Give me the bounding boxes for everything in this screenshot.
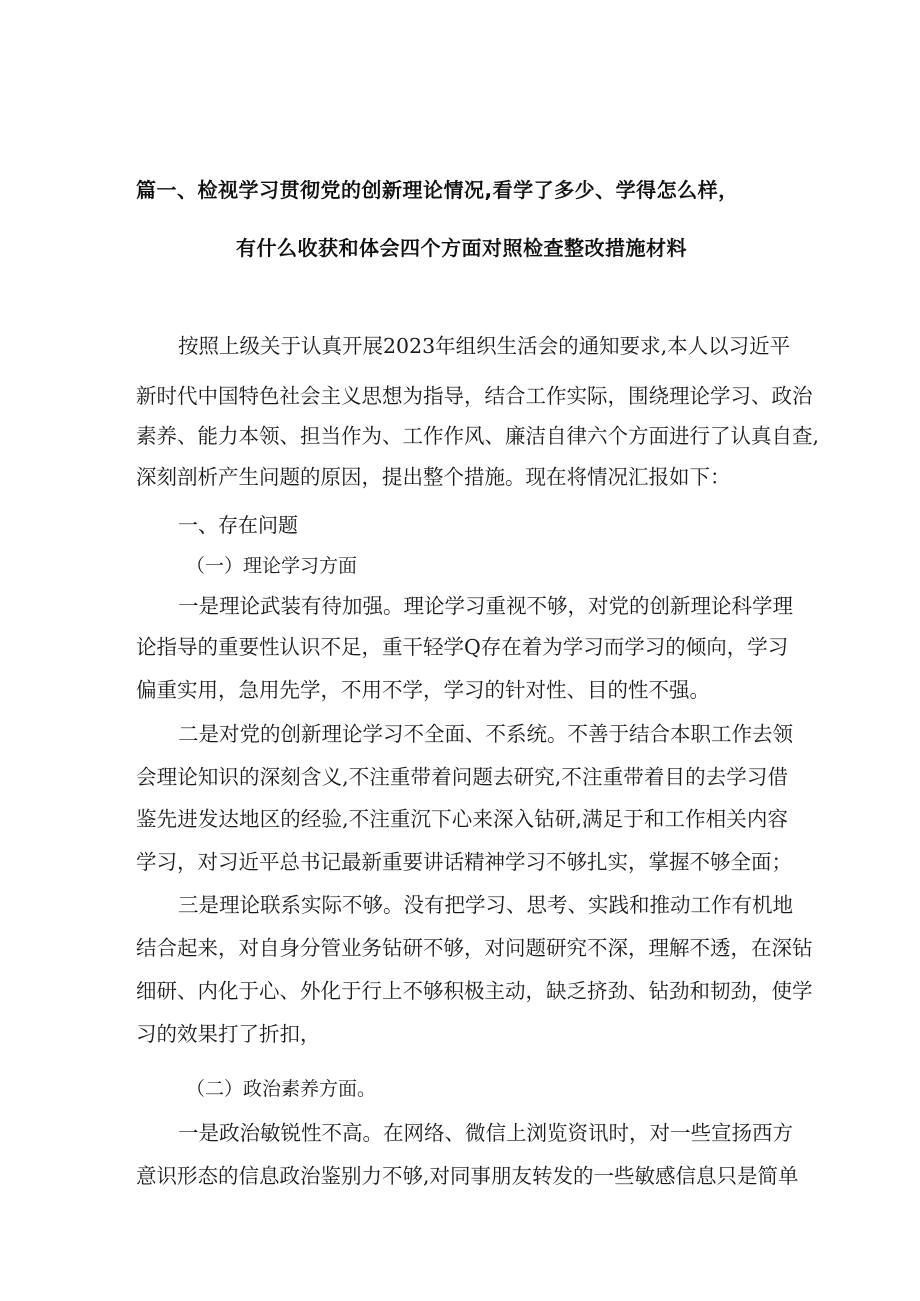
paragraph-line: 鉴先进发达地区的经验,不注重沉下心来深入钻研,满足于和工作相关内容 <box>136 807 788 831</box>
paragraph-line: 习的效果打了折扣， <box>136 1022 321 1046</box>
intro-line: 按照上级关于认真开展2023年组织生活会的通知要求,本人以习近平 <box>178 334 791 358</box>
paragraph-line: 一是理论武装有待加强。理论学习重视不够，对党的创新理论科学理 <box>178 594 793 618</box>
paragraph-line: 论指导的重要性认识不足，重干轻学Q存在着为学习而学习的倾向，学习 <box>136 635 789 659</box>
paragraph-line: 细研、内化于心、外化于行上不够积极主动，缺乏挤劲、钻劲和韧劲，使学 <box>136 979 813 1003</box>
paragraph-line: 结合起来，对自身分管业务钻研不够，对问题研究不深，理解不透，在深钻 <box>136 936 813 960</box>
paragraph-line: 三是理论联系实际不够。没有把学习、思考、实践和推动工作有机地 <box>178 893 793 917</box>
document-title-line-1: 篇一、检视学习贯彻党的创新理论情况,看学了多少、学得怎么样， <box>136 178 739 202</box>
subsection-heading-theory-study: （一）理论学习方面 <box>186 555 358 577</box>
intro-line: 素养、能力本领、担当作为、工作作风、廉洁自律六个方面进行了认真自查, <box>136 424 820 448</box>
intro-line: 深刻剖析产生问题的原因，提出整个措施。现在将情况汇报如下： <box>136 465 731 489</box>
paragraph-line: 一是政治敏锐性不高。在网络、微信上浏览资讯时，对一些宣扬西方 <box>178 1121 793 1145</box>
section-heading-problems: 一、存在问题 <box>178 513 298 537</box>
paragraph-line: 学习，对习近平总书记最新重要讲话精神学习不够扎实，掌握不够全面； <box>136 850 792 874</box>
document-title-line-2: 有什么收获和体会四个方面对照检查整改措施材料 <box>236 236 687 260</box>
paragraph-line: 会理论知识的深刻含义,不注重带着问题去研究,不注重带着目的去学习借 <box>136 765 788 789</box>
paragraph-line: 二是对党的创新理论学习不全面、不系统。不善于结合本职工作去领 <box>178 722 793 746</box>
paragraph-line: 偏重实用，急用先学，不用不学，学习的针对性、目的性不强。 <box>136 678 710 702</box>
intro-line: 新时代中国特色社会主义思想为指导，结合工作实际，围绕理论学习、政治 <box>136 384 813 408</box>
subsection-heading-political-literacy: （二）政治素养方面。 <box>186 1078 377 1100</box>
paragraph-line: 意识形态的信息政治鉴别力不够,对同事朋友转发的一些敏感信息只是简单 <box>136 1164 799 1188</box>
